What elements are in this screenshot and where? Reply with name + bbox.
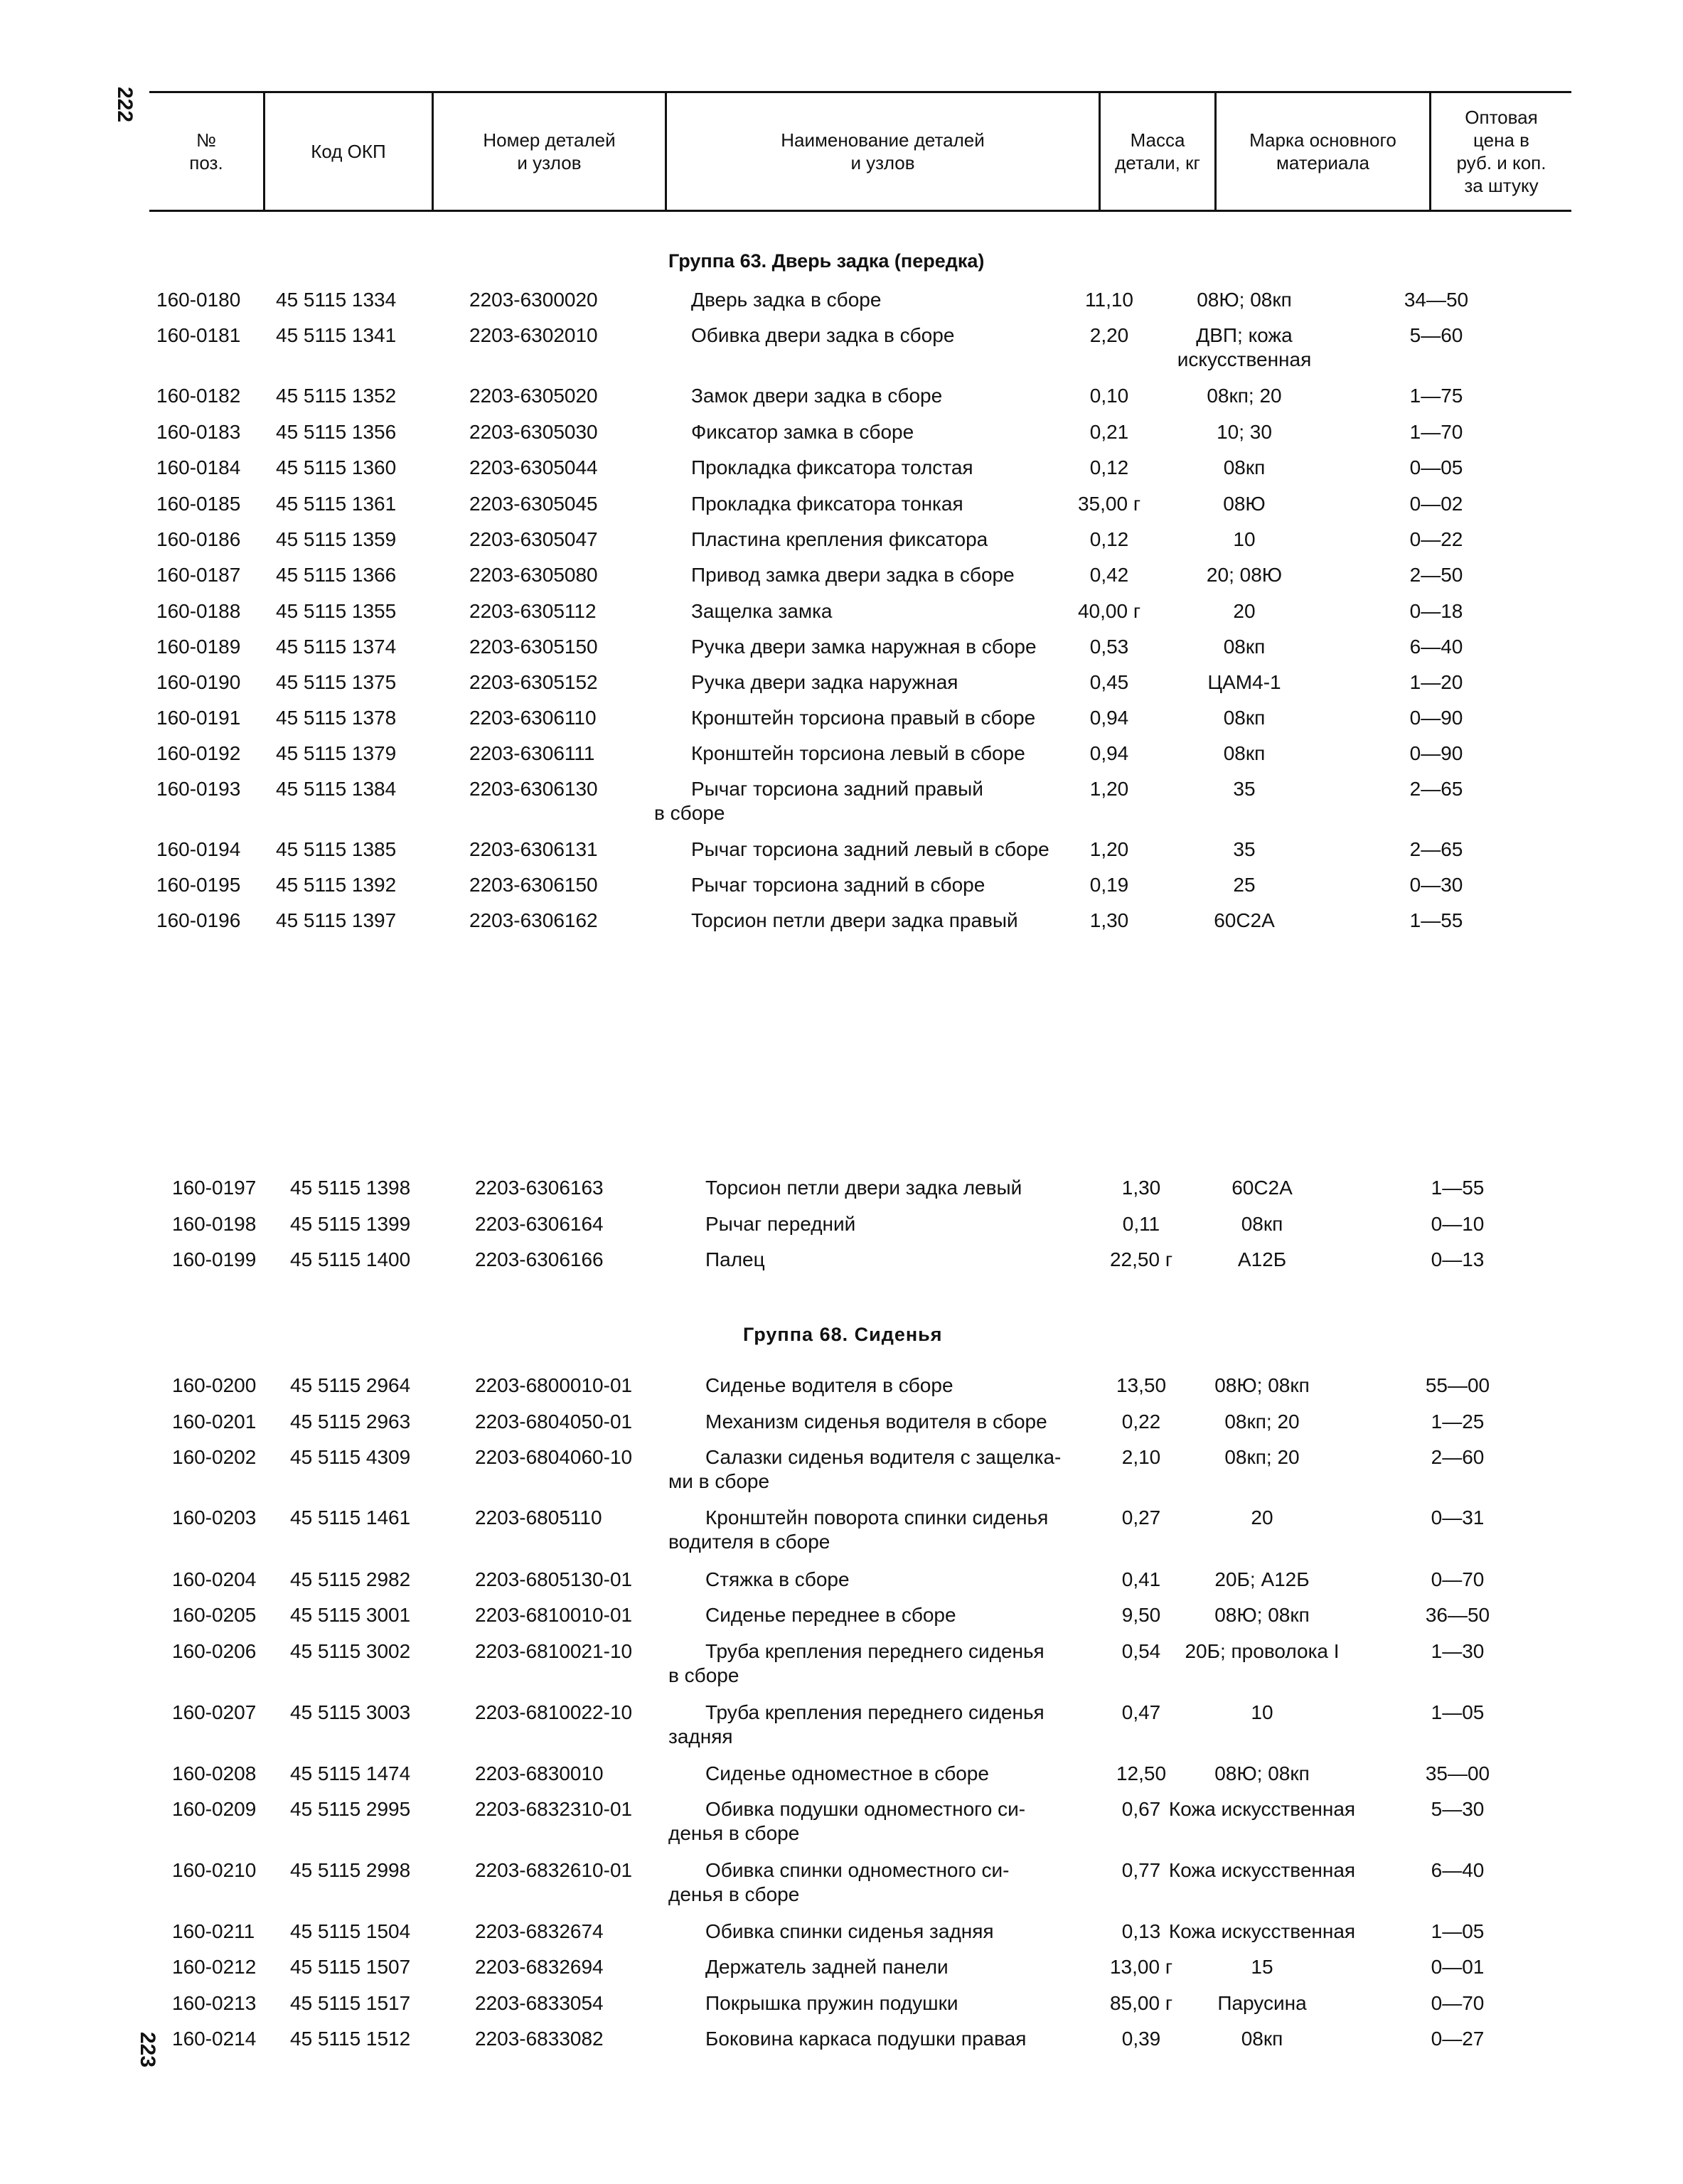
cell-price: 5—30: [1431, 1798, 1485, 1820]
cell-mass: 0,27: [1121, 1506, 1161, 1529]
cell-mass: 40,00 г: [1077, 600, 1141, 622]
cell-price: 0—22: [1409, 528, 1463, 550]
cell-price: 1—70: [1409, 421, 1463, 443]
cell-name: Защелка замка: [691, 600, 833, 622]
cell-num: 2203-6306166: [475, 1248, 604, 1270]
cell-mat: ЦАМ4-1: [1207, 671, 1281, 693]
cell-mass: 0,19: [1089, 874, 1129, 896]
cell-num: 2203-6306162: [469, 909, 598, 931]
cell-name: Покрышка пружин подушки: [705, 1992, 958, 2014]
cell-mass: 0,22: [1121, 1410, 1161, 1433]
header-material: Марка основного материала: [1214, 93, 1429, 210]
cell-mat: А12Б: [1237, 1248, 1287, 1270]
cell-num: 2203-6305152: [469, 671, 598, 693]
cell-name: Рычаг торсиона задний левый в сборе: [691, 838, 1049, 860]
cell-pos: 160-0208: [172, 1762, 257, 1784]
cell-name: Прокладка фиксатора толстая: [691, 456, 973, 478]
cell-okp: 45 5115 4309: [290, 1446, 411, 1468]
cell-mass: 0,11: [1122, 1213, 1160, 1235]
cell-price: 2—60: [1431, 1446, 1485, 1468]
cell-price: 1—05: [1431, 1701, 1485, 1723]
cell-pos: 160-0189: [156, 636, 241, 658]
cell-mat: 60С2А: [1214, 909, 1275, 931]
cell-okp: 45 5115 1398: [290, 1177, 411, 1199]
cell-mass: 0,77: [1121, 1859, 1161, 1881]
cell-okp: 45 5115 1360: [276, 456, 397, 478]
cell-okp: 45 5115 1399: [290, 1213, 411, 1235]
cell-pos: 160-0210: [172, 1859, 257, 1881]
cell-num: 2203-6305045: [469, 493, 598, 515]
header-okp: Код ОКП: [263, 93, 432, 210]
cell-num: 2203-6306131: [469, 838, 598, 860]
cell-price: 0—30: [1409, 874, 1463, 896]
cell-num: 2203-6833082: [475, 2028, 604, 2050]
cell-mat: 20: [1233, 600, 1256, 622]
cell-okp: 45 5115 3001: [290, 1604, 411, 1626]
cell-name: Труба крепления переднего сиденья: [705, 1640, 1044, 1662]
cell-pos: 160-0186: [156, 528, 241, 550]
cell-mass: 22,50 г: [1109, 1248, 1173, 1270]
cell-price: 0—01: [1431, 1956, 1485, 1978]
cell-pos: 160-0191: [156, 707, 241, 729]
cell-name: Ручка двери задка наружная: [691, 671, 958, 693]
cell-pos: 160-0190: [156, 671, 241, 693]
cell-pos: 160-0207: [172, 1701, 257, 1723]
cell-mat: 08кп: [1223, 742, 1266, 764]
cell-okp: 45 5115 1512: [290, 2028, 411, 2050]
cell-mass: 85,00 г: [1109, 1992, 1173, 2014]
cell-name: Палец: [705, 1248, 765, 1270]
cell-mass: 0,13: [1121, 1920, 1161, 1942]
cell-price: 34—50: [1404, 289, 1469, 311]
cell-price: 0—27: [1431, 2028, 1485, 2050]
group-68-title: Группа 68. Сиденья: [743, 1324, 943, 1345]
cell-price: 0—18: [1409, 600, 1463, 622]
header-pos: № поз.: [189, 129, 223, 173]
cell-mat: 08Ю; 08кп: [1197, 289, 1292, 311]
cell-name: Ручка двери замка наружная в сборе: [691, 636, 1037, 658]
cell-mat: 35: [1233, 778, 1256, 800]
cell-mat: 25: [1233, 874, 1256, 896]
cell-name2: в сборе: [668, 1664, 739, 1686]
table-header: [149, 91, 1571, 212]
cell-okp: 45 5115 2982: [290, 1568, 411, 1590]
cell-num: 2203-6832610-01: [475, 1859, 633, 1881]
cell-name: Прокладка фиксатора тонкая: [691, 493, 963, 515]
cell-mass: 1,30: [1121, 1177, 1161, 1199]
cell-mass: 0,39: [1121, 2028, 1161, 2050]
cell-name: Пластина крепления фиксатора: [691, 528, 988, 550]
cell-price: 1—75: [1409, 385, 1463, 407]
cell-pos: 160-0201: [172, 1410, 257, 1433]
cell-pos: 160-0211: [172, 1920, 255, 1942]
cell-name: Салазки сиденья водителя с защелка-: [705, 1446, 1062, 1468]
cell-num: 2203-6832674: [475, 1920, 604, 1942]
cell-name: Торсион петли двери задка правый: [691, 909, 1018, 931]
cell-mat: 20: [1251, 1506, 1273, 1529]
cell-num: 2203-6300020: [469, 289, 598, 311]
cell-mat: 60С2А: [1231, 1177, 1293, 1199]
cell-okp: 45 5115 1400: [290, 1248, 411, 1270]
cell-okp: 45 5115 1374: [276, 636, 397, 658]
cell-price: 5—60: [1409, 324, 1463, 346]
cell-price: 2—50: [1409, 564, 1463, 586]
cell-mass: 11,10: [1085, 289, 1133, 311]
cell-num: 2203-6305044: [469, 456, 598, 478]
cell-price: 35—00: [1425, 1762, 1490, 1784]
cell-name: Обивка спинки сиденья задняя: [705, 1920, 994, 1942]
cell-name2: денья в сборе: [668, 1883, 800, 1905]
cell-pos: 160-0200: [172, 1374, 257, 1396]
cell-num: 2203-6305080: [469, 564, 598, 586]
cell-num: 2203-6830010: [475, 1762, 604, 1784]
cell-price: 55—00: [1425, 1374, 1490, 1396]
cell-mat: ДВП; кожа искусственная: [1177, 324, 1312, 370]
cell-okp: 45 5115 1517: [290, 1992, 411, 2014]
cell-mat: 20Б; А12Б: [1214, 1568, 1310, 1590]
cell-mat: 20; 08Ю: [1206, 564, 1283, 586]
cell-name: Фиксатор замка в сборе: [691, 421, 914, 443]
cell-mass: 0,53: [1089, 636, 1129, 658]
cell-name: Обивка подушки одноместного си-: [705, 1798, 1026, 1820]
cell-okp: 45 5115 1361: [276, 493, 397, 515]
cell-price: 0—02: [1409, 493, 1463, 515]
cell-price: 36—50: [1425, 1604, 1490, 1626]
cell-num: 2203-6306111: [469, 742, 595, 764]
cell-num: 2203-6800010-01: [475, 1374, 633, 1396]
cell-mat: 08кп; 20: [1224, 1410, 1300, 1433]
cell-price: 6—40: [1409, 636, 1463, 658]
cell-mass: 0,54: [1121, 1640, 1161, 1662]
cell-pos: 160-0181: [156, 324, 241, 346]
cell-price: 1—25: [1431, 1410, 1485, 1433]
cell-mass: 9,50: [1121, 1604, 1161, 1626]
cell-num: 2203-6306164: [475, 1213, 604, 1235]
cell-okp: 45 5115 1378: [276, 707, 397, 729]
cell-num: 2203-6805110: [475, 1506, 602, 1529]
cell-mat: 08кп: [1223, 636, 1266, 658]
cell-num: 2203-6302010: [469, 324, 598, 346]
cell-num: 2203-6305112: [469, 600, 597, 622]
page-number-bottom: 223: [136, 2031, 160, 2068]
cell-mass: 2,20: [1089, 324, 1129, 346]
cell-okp: 45 5115 2963: [290, 1410, 411, 1433]
cell-okp: 45 5115 1341: [276, 324, 397, 346]
cell-pos: 160-0205: [172, 1604, 257, 1626]
cell-pos: 160-0197: [172, 1177, 257, 1199]
cell-mat: 10: [1233, 528, 1256, 550]
cell-mat: 08кп; 20: [1207, 385, 1282, 407]
cell-okp: 45 5115 1366: [276, 564, 397, 586]
cell-price: 0—70: [1431, 1568, 1485, 1590]
cell-name: Дверь задка в сборе: [691, 289, 882, 311]
cell-okp: 45 5115 1355: [276, 600, 397, 622]
cell-mass: 0,10: [1089, 385, 1129, 407]
cell-mat: 35: [1233, 838, 1256, 860]
cell-mass: 1,20: [1089, 838, 1129, 860]
cell-mass: 0,94: [1089, 742, 1129, 764]
cell-okp: 45 5115 1385: [276, 838, 397, 860]
cell-name2: денья в сборе: [668, 1822, 800, 1844]
cell-price: 1—55: [1431, 1177, 1485, 1199]
cell-price: 0—05: [1409, 456, 1463, 478]
cell-pos: 160-0184: [156, 456, 241, 478]
cell-name: Труба крепления переднего сиденья: [705, 1701, 1044, 1723]
cell-price: 0—31: [1431, 1506, 1485, 1529]
cell-num: 2203-6832310-01: [475, 1798, 633, 1820]
cell-pos: 160-0185: [156, 493, 241, 515]
cell-mass: 0,94: [1089, 707, 1129, 729]
cell-num: 2203-6306150: [469, 874, 598, 896]
cell-mat: 10; 30: [1217, 421, 1272, 443]
cell-okp: 45 5115 2964: [290, 1374, 411, 1396]
cell-name2: в сборе: [654, 802, 725, 824]
cell-mat: 08кп: [1223, 707, 1266, 729]
cell-num: 2203-6810010-01: [475, 1604, 633, 1626]
cell-pos: 160-0209: [172, 1798, 257, 1820]
cell-name: Кронштейн торсиона правый в сборе: [691, 707, 1036, 729]
cell-name: Сиденье переднее в сборе: [705, 1604, 956, 1626]
cell-pos: 160-0187: [156, 564, 241, 586]
header-mass: Масса детали, кг: [1099, 93, 1214, 210]
cell-name: Привод замка двери задка в сборе: [691, 564, 1015, 586]
cell-okp: 45 5115 1392: [276, 874, 397, 896]
cell-pos: 160-0192: [156, 742, 241, 764]
cell-mat: 08кп: [1241, 1213, 1283, 1235]
cell-pos: 160-0182: [156, 385, 241, 407]
cell-num: 2203-6305030: [469, 421, 598, 443]
cell-name: Сиденье одноместное в сборе: [705, 1762, 989, 1784]
cell-okp: 45 5115 3003: [290, 1701, 411, 1723]
cell-pos: 160-0194: [156, 838, 241, 860]
cell-name: Торсион петли двери задка левый: [705, 1177, 1022, 1199]
cell-mat: 08кп: [1241, 2028, 1283, 2050]
cell-num: 2203-6306110: [469, 707, 597, 729]
cell-mass: 13,00 г: [1109, 1956, 1173, 1978]
cell-mass: 1,20: [1089, 778, 1129, 800]
cell-price: 0—90: [1409, 707, 1463, 729]
cell-num: 2203-6833054: [475, 1992, 604, 2014]
cell-mat: Кожа искусственная: [1168, 1798, 1356, 1820]
cell-num: 2203-6804050-01: [475, 1410, 633, 1433]
cell-pos: 160-0203: [172, 1506, 257, 1529]
cell-name: Боковина каркаса подушки правая: [705, 2028, 1027, 2050]
cell-pos: 160-0199: [172, 1248, 257, 1270]
cell-mass: 0,47: [1121, 1701, 1161, 1723]
cell-pos: 160-0204: [172, 1568, 257, 1590]
cell-mass: 1,30: [1089, 909, 1129, 931]
cell-mass: 0,12: [1089, 528, 1129, 550]
cell-name2: задняя: [668, 1725, 733, 1747]
cell-pos: 160-0212: [172, 1956, 257, 1978]
cell-okp: 45 5115 1397: [276, 909, 397, 931]
cell-num: 2203-6804060-10: [475, 1446, 633, 1468]
header-price: Оптовая цена в руб. и коп. за штуку: [1429, 93, 1571, 210]
page-number-top: 222: [113, 86, 137, 123]
cell-price: 1—05: [1431, 1920, 1485, 1942]
cell-mass: 0,67: [1121, 1798, 1161, 1820]
cell-pos: 160-0183: [156, 421, 241, 443]
cell-pos: 160-0213: [172, 1992, 257, 2014]
header-part-number: Номер деталей и узлов: [432, 93, 665, 210]
cell-name: Обивка двери задка в сборе: [691, 324, 955, 346]
cell-num: 2203-6306130: [469, 778, 598, 800]
cell-mat: Парусина: [1217, 1992, 1307, 2014]
cell-mass: 0,21: [1089, 421, 1129, 443]
cell-okp: 45 5115 1375: [276, 671, 397, 693]
cell-price: 6—40: [1431, 1859, 1485, 1881]
cell-okp: 45 5115 1384: [276, 778, 397, 800]
cell-okp: 45 5115 1379: [276, 742, 397, 764]
cell-price: 2—65: [1409, 838, 1463, 860]
cell-okp: 45 5115 1474: [290, 1762, 411, 1784]
cell-okp: 45 5115 1334: [276, 289, 397, 311]
cell-mat: 15: [1251, 1956, 1273, 1978]
cell-mass: 13,50: [1116, 1374, 1167, 1396]
cell-num: 2203-6832694: [475, 1956, 604, 1978]
cell-num: 2203-6810022-10: [475, 1701, 633, 1723]
cell-price: 2—65: [1409, 778, 1463, 800]
cell-name: Замок двери задка в сборе: [691, 385, 943, 407]
cell-mat: Кожа искусственная: [1168, 1859, 1356, 1881]
cell-okp: 45 5115 1356: [276, 421, 397, 443]
cell-pos: 160-0195: [156, 874, 241, 896]
cell-price: 0—90: [1409, 742, 1463, 764]
cell-name: Держатель задней панели: [705, 1956, 949, 1978]
cell-mass: 2,10: [1121, 1446, 1161, 1468]
cell-mat: 08Ю; 08кп: [1214, 1762, 1310, 1784]
cell-mass: 0,42: [1089, 564, 1129, 586]
cell-mass: 12,50: [1116, 1762, 1167, 1784]
cell-price: 1—30: [1431, 1640, 1485, 1662]
cell-num: 2203-6305047: [469, 528, 598, 550]
cell-mat: Кожа искусственная: [1168, 1920, 1356, 1942]
cell-pos: 160-0198: [172, 1213, 257, 1235]
cell-okp: 45 5115 1507: [290, 1956, 411, 1978]
header-name: Наименование деталей и узлов: [665, 93, 1099, 210]
cell-price: 1—55: [1409, 909, 1463, 931]
cell-pos: 160-0180: [156, 289, 241, 311]
cell-num: 2203-6306163: [475, 1177, 604, 1199]
cell-pos: 160-0188: [156, 600, 241, 622]
cell-name: Рычаг передний: [705, 1213, 856, 1235]
cell-okp: 45 5115 1359: [276, 528, 397, 550]
cell-name2: водителя в сборе: [668, 1531, 830, 1553]
cell-mass: 0,41: [1121, 1568, 1161, 1590]
cell-okp: 45 5115 1504: [290, 1920, 411, 1942]
cell-num: 2203-6305150: [469, 636, 598, 658]
cell-price: 0—13: [1431, 1248, 1485, 1270]
cell-okp: 45 5115 2998: [290, 1859, 411, 1881]
group-63-title: Группа 63. Дверь задка (передка): [668, 250, 985, 272]
cell-price: 0—70: [1431, 1992, 1485, 2014]
cell-mass: 0,45: [1089, 671, 1129, 693]
cell-name2: ми в сборе: [668, 1470, 770, 1492]
cell-okp: 45 5115 3002: [290, 1640, 411, 1662]
cell-okp: 45 5115 2995: [290, 1798, 411, 1820]
cell-num: 2203-6305020: [469, 385, 598, 407]
cell-mat: 08кп; 20: [1224, 1446, 1300, 1468]
cell-name: Сиденье водителя в сборе: [705, 1374, 953, 1396]
cell-okp: 45 5115 1352: [276, 385, 397, 407]
cell-mat: 08Ю; 08кп: [1214, 1374, 1310, 1396]
cell-name: Кронштейн поворота спинки сиденья: [705, 1506, 1049, 1529]
cell-num: 2203-6805130-01: [475, 1568, 633, 1590]
cell-okp: 45 5115 1461: [290, 1506, 411, 1529]
cell-name: Обивка спинки одноместного си-: [705, 1859, 1010, 1881]
cell-name: Рычаг торсиона задний в сборе: [691, 874, 985, 896]
cell-pos: 160-0206: [172, 1640, 257, 1662]
cell-mass: 35,00 г: [1077, 493, 1141, 515]
cell-pos: 160-0193: [156, 778, 241, 800]
cell-name: Кронштейн торсиона левый в сборе: [691, 742, 1025, 764]
cell-pos: 160-0196: [156, 909, 241, 931]
cell-mat: 20Б; проволока I: [1185, 1640, 1340, 1662]
cell-pos: 160-0214: [172, 2028, 257, 2050]
cell-num: 2203-6810021-10: [475, 1640, 633, 1662]
cell-mass: 0,12: [1089, 456, 1129, 478]
cell-mat: 08кп: [1223, 456, 1266, 478]
cell-mat: 08Ю: [1223, 493, 1266, 515]
cell-price: 0—10: [1431, 1213, 1485, 1235]
cell-name: Рычаг торсиона задний правый: [691, 778, 983, 800]
cell-name: Механизм сиденья водителя в сборе: [705, 1410, 1047, 1433]
cell-pos: 160-0202: [172, 1446, 257, 1468]
cell-mat: 10: [1251, 1701, 1273, 1723]
cell-mat: 08Ю; 08кп: [1214, 1604, 1310, 1626]
cell-price: 1—20: [1409, 671, 1463, 693]
cell-name: Стяжка в сборе: [705, 1568, 850, 1590]
